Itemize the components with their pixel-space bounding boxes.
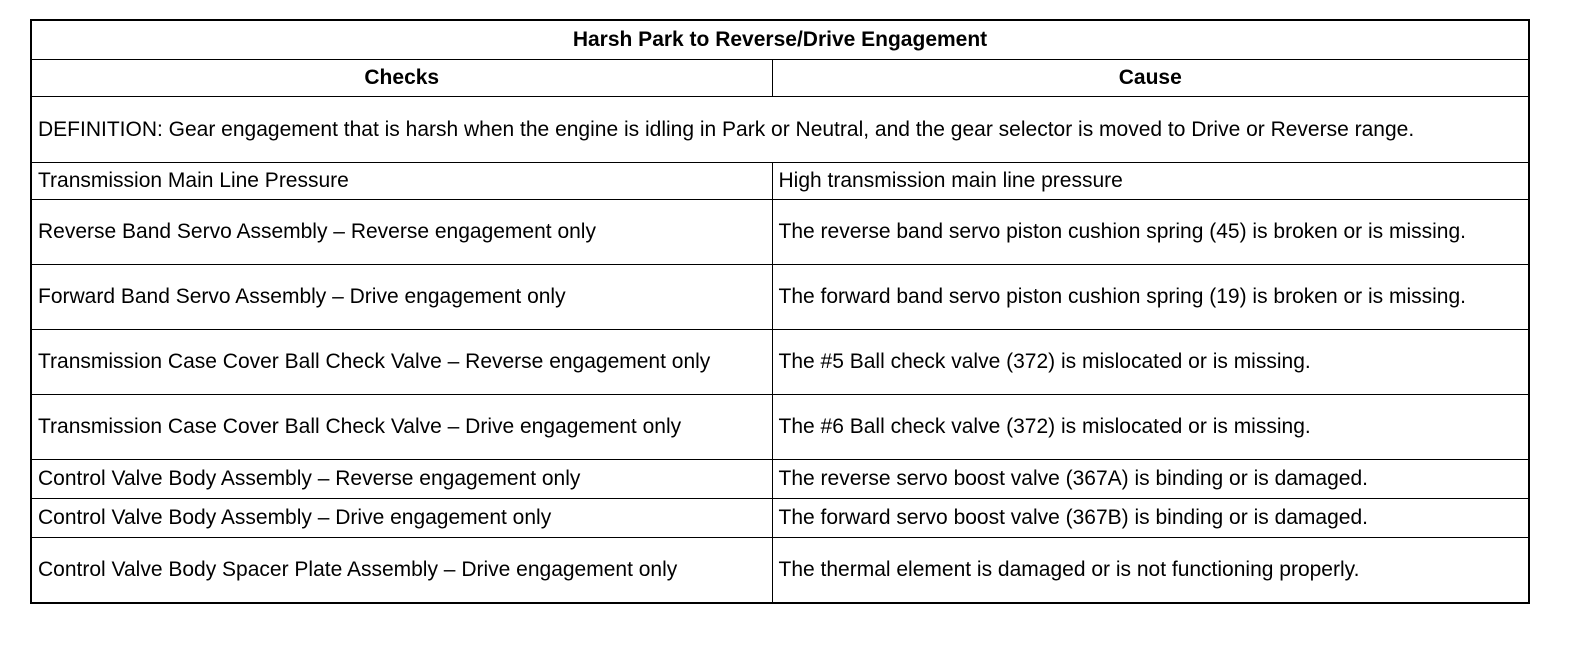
cause-cell: The forward servo boost valve (367B) is binding or is damaged. xyxy=(772,499,1529,538)
check-cell: Control Valve Body Assembly – Drive engagement only xyxy=(31,499,772,538)
cause-header: Cause xyxy=(772,60,1529,97)
table-row xyxy=(31,538,1529,604)
cause-cell: The reverse servo boost valve (367A) is binding or is damaged. xyxy=(772,460,1529,499)
table-row xyxy=(31,499,1529,538)
cause-cell: The thermal element is damaged or is not functioning properly. xyxy=(772,538,1529,604)
check-cell: Forward Band Servo Assembly – Drive engagement only xyxy=(31,265,772,330)
table-row xyxy=(31,330,1529,395)
cause-cell: The #5 Ball check valve (372) is mislocated or is missing. xyxy=(772,330,1529,395)
checks-header: Checks xyxy=(31,60,772,97)
table-row xyxy=(31,200,1529,265)
cause-cell: The forward band servo piston cushion spring (19) is broken or is missing. xyxy=(772,265,1529,330)
definition-row xyxy=(31,97,1529,163)
table-title-row xyxy=(31,20,1529,60)
check-cell: Transmission Case Cover Ball Check Valve – Reverse engagement only xyxy=(31,330,772,395)
check-cell: Control Valve Body Spacer Plate Assembly – Drive engagement only xyxy=(31,538,772,604)
definition-text: DEFINITION: Gear engagement that is harsh when the engine is idling in Park or Neutral, and the gear selector is moved to Drive or Reverse range. xyxy=(31,97,1529,163)
cause-cell: The #6 Ball check valve (372) is mislocated or is missing. xyxy=(772,395,1529,460)
check-cell: Transmission Case Cover Ball Check Valve – Drive engagement only xyxy=(31,395,772,460)
diagnostic-table xyxy=(30,19,1530,604)
cause-cell: High transmission main line pressure xyxy=(772,163,1529,200)
table-title: Harsh Park to Reverse/Drive Engagement xyxy=(31,20,1529,60)
table-row xyxy=(31,395,1529,460)
table-row xyxy=(31,163,1529,200)
check-cell: Control Valve Body Assembly – Reverse engagement only xyxy=(31,460,772,499)
table-row xyxy=(31,265,1529,330)
check-cell: Transmission Main Line Pressure xyxy=(31,163,772,200)
check-cell: Reverse Band Servo Assembly – Reverse engagement only xyxy=(31,200,772,265)
table-row xyxy=(31,460,1529,499)
table-header-row xyxy=(31,60,1529,97)
diagnostic-table-container xyxy=(30,19,1528,604)
cause-cell: The reverse band servo piston cushion spring (45) is broken or is missing. xyxy=(772,200,1529,265)
